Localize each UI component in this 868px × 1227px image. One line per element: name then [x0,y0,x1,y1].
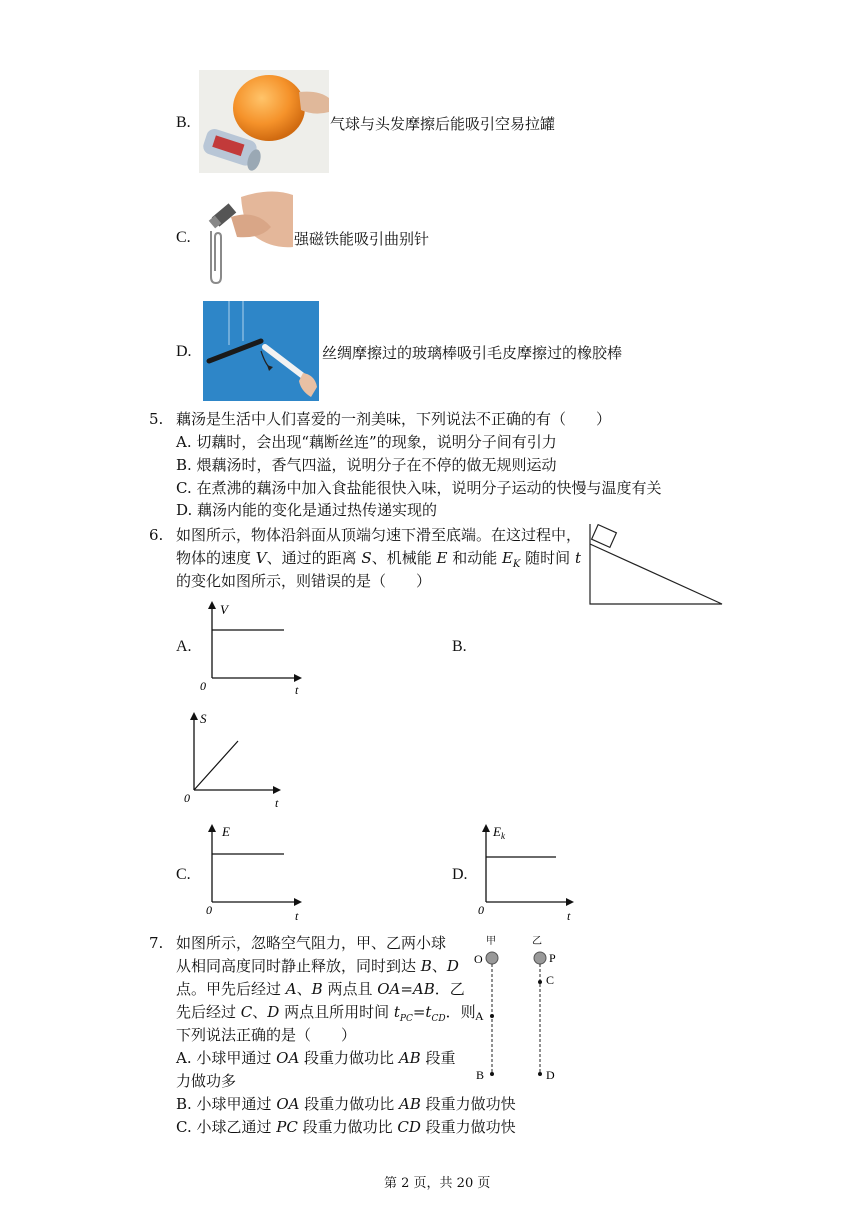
magnet-photo [201,187,293,287]
graph-a [198,600,308,695]
graph-a-ylabel: V [220,602,228,617]
q6-line1: 如图所示，物体沿斜面从顶端匀速下滑至底端。在这过程中， [176,526,582,544]
q7-line5: 下列说法正确的是（ ） [176,1026,357,1044]
q6-line2: 物体的速度 V、通过的距离 S、机械能 E 和动能 $E_K$ 随时间 t [176,549,581,570]
q7-number: 7. [149,934,164,952]
q6-number: 6. [149,526,164,544]
q6-option-b-letter: B. [452,638,467,655]
balloon-photo [199,70,329,173]
label-P: P [549,951,556,965]
label-C: C [546,973,555,987]
q6-option-c-letter: C. [176,866,191,883]
graph-a-xlabel: t [295,683,299,695]
q7-option-a: A. 小球甲通过 OA 段重力做功比 AB 段重 [176,1049,456,1067]
q7-option-a-line2: 力做功多 [176,1072,237,1090]
q6-line3: 的变化如图所示，则错误的是（ ） [176,572,432,590]
graph-a-origin: 0 [200,679,206,693]
label-O: O [474,952,483,966]
label-A: A [475,1009,484,1023]
option-d-letter: D. [176,343,192,360]
q5-number: 5. [149,410,164,428]
graph-c [198,822,308,922]
graph-d [472,822,582,922]
graph-d-origin: 0 [478,903,484,917]
graph-d-xlabel: t [567,909,571,922]
option-c-text: 强磁铁能吸引曲别针 [294,230,430,248]
option-d-text: 丝绸摩擦过的玻璃棒吸引毛皮摩擦过的橡胶棒 [322,344,623,362]
label-D: D [546,1068,555,1082]
graph-b-curve [194,741,238,790]
graph-b-ylabel: S [200,711,207,726]
option-c-letter: C. [176,229,191,246]
page-footer: 第 2 页，共 20 页 [384,1176,491,1191]
q6-option-a-letter: A. [176,638,192,655]
graph-c-xlabel: t [295,909,299,922]
q5-option-c: C. 在煮沸的藕汤中加入食盐能很快入味，说明分子运动的快慢与温度有关 [176,479,662,497]
q7-line4: 先后经过 C、D 两点且所用时间 $t_{PC}=t_{CD}$．则 [176,1003,476,1024]
graph-c-ylabel: E [222,824,230,839]
q7-line2: 从相同高度同时静止释放，同时到达 B、D [176,957,459,975]
q5-option-d: D. 藕汤内能的变化是通过热传递实现的 [176,501,438,519]
ball-yi [534,952,546,964]
graph-b-origin: 0 [184,791,190,805]
q7-option-c: C. 小球乙通过 PC 段重力做功比 CD 段重力做功快 [176,1118,516,1136]
graph-d-ylabel: $E_k$ [493,824,505,841]
q6-option-d-letter: D. [452,866,468,883]
ball-jia [486,952,498,964]
graph-b [180,710,290,810]
option-b-letter: B. [176,114,191,131]
q5-stem: 藕汤是生活中人们喜爱的一剂美味，下列说法不正确的有（ ） [176,410,612,428]
q7-option-b: B. 小球甲通过 OA 段重力做功比 AB 段重力做功快 [176,1095,516,1113]
falling-balls-figure [470,932,570,1087]
option-b-text: 气球与头发摩擦后能吸引空易拉罐 [330,115,556,133]
charged-rods-photo [203,301,319,401]
graph-b-xlabel: t [275,796,279,810]
label-B: B [476,1068,485,1082]
q5-option-a: A. 切藕时，会出现“藕断丝连”的现象，说明分子间有引力 [176,433,557,451]
graph-c-origin: 0 [206,903,212,917]
q5-option-b: B. 煨藕汤时，香气四溢，说明分子在不停的做无规则运动 [176,456,557,474]
label-jia: 甲 [486,936,496,947]
q7-line1: 如图所示，忽略空气阻力，甲、乙两小球 [176,934,447,952]
label-yi: 乙 [532,936,542,947]
incline-figure [586,522,726,607]
q7-line3: 点。甲先后经过 A、B 两点且 OA=AB．乙 [176,980,465,998]
